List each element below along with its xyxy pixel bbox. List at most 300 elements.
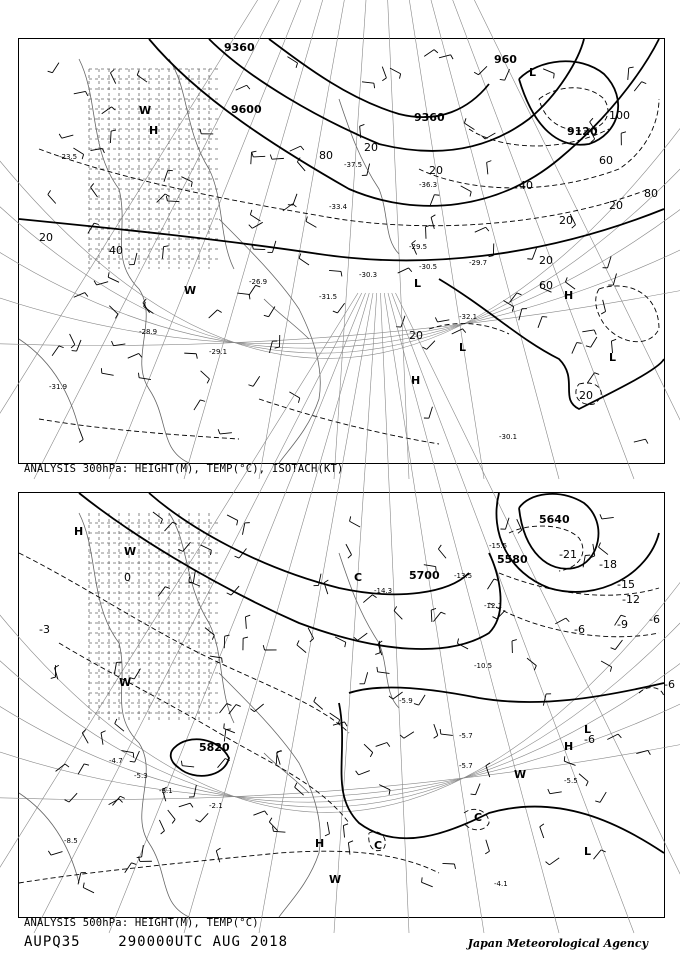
wind-barb-feather — [648, 750, 651, 754]
height-contour — [209, 39, 584, 151]
wind-barb-feather — [224, 723, 225, 728]
wind-barb — [438, 549, 446, 558]
wind-barb — [555, 618, 566, 624]
wind-barb — [588, 373, 595, 383]
wind-barb-feather — [216, 848, 220, 851]
wind-barb — [431, 610, 432, 622]
wind-barb — [599, 547, 608, 554]
wind-barb — [348, 843, 349, 855]
wind-barb — [442, 863, 454, 864]
wind-barb-feather — [94, 223, 99, 224]
wind-barb-feather — [621, 132, 626, 133]
wind-barb-feather — [360, 124, 365, 126]
height-contour-label: 5820 — [199, 741, 230, 754]
pressure-system-marker: H — [564, 289, 574, 302]
isotach-label: 60 — [599, 154, 613, 167]
wind-barb — [189, 582, 200, 586]
wind-barb — [164, 170, 168, 181]
wind-barb — [250, 215, 260, 221]
wind-barb — [69, 793, 77, 802]
station-temperature: -3.1 — [159, 787, 173, 795]
wind-barb-feather — [306, 217, 307, 222]
wind-barb — [394, 611, 402, 620]
wind-barb — [239, 549, 246, 559]
wind-barb — [424, 565, 436, 567]
isotach-label: 60 — [539, 279, 553, 292]
station-temperature: -12.1 — [484, 602, 503, 610]
isotherm-label: -6 — [664, 678, 675, 691]
wind-barb — [245, 617, 246, 629]
wind-barb — [110, 131, 111, 143]
wind-barb-feather — [264, 315, 269, 316]
wind-barb — [168, 810, 175, 819]
wind-barb-feather — [86, 91, 88, 95]
wind-barb-feather — [111, 130, 116, 131]
wind-barb-feather — [212, 635, 214, 640]
wind-barb — [62, 135, 74, 138]
wind-barb — [83, 888, 94, 893]
station-temperature: -31.9 — [49, 383, 68, 391]
wind-barb — [162, 247, 163, 259]
wind-barb — [153, 512, 163, 519]
isotach-line — [39, 419, 239, 439]
wind-barb-feather — [139, 373, 140, 378]
wind-barb — [532, 248, 536, 259]
isotherm-line — [639, 688, 664, 698]
isotherm-label: -6 — [574, 623, 585, 636]
wind-barb — [350, 521, 361, 527]
wind-barb — [109, 306, 118, 314]
wind-barb — [306, 221, 316, 227]
chart-identifier — [24, 934, 288, 950]
wind-barb — [237, 293, 249, 294]
wind-barb-feather — [600, 514, 602, 519]
isotach-line — [259, 399, 439, 444]
wind-barb-feather — [518, 530, 522, 533]
wind-barb — [364, 672, 367, 684]
isotach-label: 40 — [519, 179, 533, 192]
isotherm-label: -6 — [584, 733, 595, 746]
wind-barb-feather — [112, 107, 116, 110]
wind-barb — [82, 733, 88, 743]
wind-barb-feather — [250, 709, 254, 712]
wind-barb — [329, 270, 341, 271]
wind-barb-feather — [120, 796, 125, 798]
wind-barb — [579, 774, 588, 782]
wind-barb — [613, 274, 616, 286]
wind-barb — [128, 353, 139, 358]
wind-barb — [582, 330, 594, 332]
isotach-label: 80 — [644, 187, 658, 200]
pressure-system-marker: L — [584, 723, 592, 736]
map-panel-500hpa — [18, 492, 675, 918]
height-contour-label: 9360 — [224, 41, 255, 54]
wind-barb — [505, 69, 510, 80]
wind-barb — [308, 628, 313, 639]
panel-caption-500hpa: ANALYSIS 500hPa: HEIGHT(M), TEMP(°C) — [24, 917, 259, 929]
wind-barb — [338, 303, 345, 313]
wind-barb-feather — [161, 831, 165, 834]
wind-barb — [390, 68, 401, 74]
wind-barb-feather — [601, 312, 605, 314]
wind-barb-feather — [438, 545, 441, 549]
wind-barb — [549, 858, 559, 865]
station-temperature: -29.7 — [469, 259, 488, 267]
latitude-line — [0, 529, 680, 812]
wind-barb-feather — [91, 183, 94, 187]
wind-barb-feather — [610, 667, 611, 672]
wind-barb — [51, 852, 62, 856]
isotach-label: 80 — [319, 149, 333, 162]
wind-barb — [461, 186, 472, 192]
wind-barb — [583, 556, 585, 568]
wind-barb-feather — [586, 346, 591, 347]
wind-barb-feather — [594, 373, 599, 375]
wind-barb — [201, 371, 210, 379]
isotach-label: 100 — [609, 109, 630, 122]
longitude-line — [34, 0, 362, 479]
wind-barb — [216, 851, 220, 862]
wind-barb — [52, 63, 59, 73]
wind-barb — [540, 827, 544, 838]
wind-barb — [52, 346, 59, 356]
wind-barb-feather — [200, 400, 205, 401]
wind-barb-feather — [500, 79, 505, 80]
wind-barb-feather — [59, 346, 64, 348]
station-temperature: -30.5 — [419, 263, 438, 271]
wind-barb-feather — [252, 151, 257, 152]
wind-barb-feather — [137, 70, 139, 75]
isotach-label: 20 — [559, 214, 573, 227]
isotherm-label: -18 — [599, 558, 617, 571]
wind-barb — [157, 194, 165, 202]
wind-barb — [201, 545, 212, 550]
wind-barb-feather — [517, 293, 522, 295]
wind-barb — [134, 253, 137, 265]
wind-barb-feather — [486, 227, 489, 231]
station-temperature: -5.5 — [564, 777, 578, 785]
pressure-system-marker: C — [354, 571, 363, 584]
wind-barb — [379, 641, 380, 653]
longitude-line — [392, 0, 634, 479]
wind-barb — [362, 82, 374, 83]
wind-barb-feather — [372, 595, 376, 598]
isotherm-label: -9 — [617, 618, 628, 631]
isotherm-line — [19, 851, 439, 883]
pressure-system-marker: H — [411, 374, 421, 387]
wind-barb — [429, 407, 433, 418]
wind-barb-feather — [263, 645, 264, 650]
wind-barb — [327, 822, 329, 834]
isotherm-line — [59, 643, 349, 823]
wind-barb-feather — [441, 612, 446, 614]
wind-barb-feather — [243, 637, 248, 638]
station-temperature: -5.9 — [399, 697, 413, 705]
coastline — [79, 513, 189, 917]
wind-barb — [404, 732, 414, 739]
isotach-label: 20 — [609, 199, 623, 212]
wind-barb — [538, 317, 542, 328]
station-temperature: -33.4 — [329, 203, 348, 211]
pressure-system-marker: H — [315, 837, 325, 850]
wind-barb-feather — [217, 310, 221, 313]
station-temperature: -37.5 — [344, 161, 363, 169]
wind-barb — [378, 672, 390, 674]
station-temperature: -5.3 — [134, 772, 148, 780]
wind-barb-feather — [200, 129, 201, 134]
height-contour-label: 5580 — [497, 553, 528, 566]
wind-barb — [165, 522, 173, 531]
wind-barb-feather — [270, 155, 272, 160]
wind-barb — [437, 320, 449, 322]
wind-barb-feather — [422, 877, 423, 882]
coastline — [339, 99, 399, 254]
wind-barb-feather — [645, 439, 647, 443]
latitude-line — [0, 127, 680, 353]
wind-barb — [593, 850, 601, 859]
wind-barb-feather — [65, 764, 69, 767]
wind-barb-feather — [409, 268, 412, 272]
wind-barb-feather — [191, 182, 192, 187]
wind-barb — [314, 701, 323, 709]
wind-barb — [550, 792, 562, 794]
isotherm-label: -21 — [559, 548, 577, 561]
wind-barb-feather — [48, 851, 51, 855]
wind-barb-feather — [314, 697, 316, 701]
isotach-label: 20 — [409, 329, 423, 342]
wind-barb-feather — [344, 722, 347, 726]
wind-barb — [382, 67, 386, 78]
wind-barb-feather — [249, 294, 250, 299]
wind-barb-feather — [101, 731, 106, 733]
wind-barb-feather — [382, 78, 386, 81]
wind-barb — [422, 882, 433, 886]
coastline — [264, 299, 309, 339]
wind-barb — [424, 50, 434, 57]
isotach-label: 20 — [364, 141, 378, 154]
wind-barb — [299, 258, 309, 265]
wind-barb-feather — [207, 379, 209, 383]
station-temperature: -30.3 — [359, 271, 378, 279]
isotach-label: 40 — [109, 244, 123, 257]
wind-barb — [108, 277, 119, 282]
wind-barb-feather — [249, 225, 253, 229]
wind-barb-feather — [325, 834, 330, 836]
wind-barb-feather — [292, 204, 296, 207]
wind-barb — [346, 544, 352, 555]
wind-barb — [249, 285, 256, 295]
isotach-label: 20 — [39, 231, 53, 244]
wind-barb-feather — [387, 743, 390, 747]
wind-barb-feather — [65, 800, 69, 802]
isotach-label: 20 — [539, 254, 553, 267]
wind-barb-feather — [414, 704, 419, 705]
wind-barb — [363, 595, 372, 603]
wind-barb-feather — [137, 857, 142, 858]
wind-barb-feather — [434, 735, 438, 738]
wind-barb-feather — [451, 55, 453, 59]
pressure-system-marker: L — [414, 277, 422, 290]
pressure-system-marker: W — [124, 545, 137, 558]
wind-barb — [379, 785, 390, 790]
pressure-system-marker: W — [184, 284, 197, 297]
wind-barb-feather — [594, 330, 596, 335]
wind-barb-feather — [485, 851, 489, 854]
wind-barb — [253, 811, 264, 815]
wind-barb — [485, 133, 495, 139]
wind-barb-feather — [370, 752, 372, 756]
station-temperature: -10.5 — [474, 662, 493, 670]
station-temperature: -26.9 — [249, 278, 268, 286]
isotach-line — [596, 286, 659, 342]
isotherm-label: -15 — [617, 578, 635, 591]
wind-barb-feather — [298, 398, 299, 403]
wind-barb-feather — [166, 196, 167, 201]
wind-barb-feather — [595, 801, 600, 802]
wind-barb-feather — [51, 677, 56, 678]
station-temperature: -14.3 — [374, 587, 393, 595]
wind-barb-feather — [48, 71, 53, 73]
height-contour-label: 5640 — [539, 513, 570, 526]
wind-barb — [295, 787, 304, 795]
isotherm-label: -6 — [649, 613, 660, 626]
wind-barb-feather — [265, 811, 268, 815]
station-temperature: -5.7 — [459, 762, 473, 770]
pressure-system-marker: W — [139, 104, 152, 117]
wind-barb-feather — [642, 82, 647, 84]
wind-barb — [253, 156, 265, 157]
wind-barb — [602, 517, 614, 519]
wind-barb-feather — [629, 67, 634, 68]
wind-barb — [634, 82, 641, 91]
wind-barb-feather — [375, 653, 380, 655]
wind-barb — [272, 158, 284, 159]
wind-barb — [209, 310, 218, 318]
wind-barb-feather — [454, 864, 455, 869]
wind-barb — [88, 223, 94, 233]
wind-barb — [564, 761, 575, 765]
isotach-label: 20 — [579, 389, 593, 402]
pressure-system-marker: W — [514, 768, 527, 781]
wind-barb-feather — [350, 516, 351, 521]
wind-barb — [358, 633, 368, 640]
longitude-line — [381, 0, 410, 479]
wind-barb-feather — [72, 351, 77, 352]
wind-barb — [78, 764, 84, 774]
wind-barb — [182, 766, 194, 767]
wind-barb — [527, 658, 536, 666]
wind-barb — [591, 337, 597, 347]
height-contour-label: 5700 — [409, 569, 440, 582]
wind-barb — [253, 376, 260, 386]
station-temperature: -8.5 — [64, 837, 78, 845]
wind-barb-feather — [590, 118, 593, 122]
isotherm-label: 0 — [124, 571, 131, 584]
valid-time: 290000UTC AUG 2018 — [118, 934, 289, 950]
station-temperature: -29.1 — [209, 348, 228, 356]
wind-barb-feather — [108, 272, 109, 277]
wind-barb-feather — [434, 50, 438, 53]
wind-barb-feather — [172, 819, 175, 823]
wind-barb-feather — [82, 154, 83, 159]
wind-barb-feather — [348, 555, 352, 558]
wind-barb — [376, 743, 387, 747]
wind-barb-feather — [324, 580, 328, 583]
wind-barb — [600, 792, 606, 802]
wind-barb — [184, 353, 196, 354]
wind-barb — [254, 704, 263, 712]
wind-barb — [603, 300, 606, 312]
wind-barb-feather — [139, 353, 142, 357]
wind-barb — [364, 744, 373, 752]
wind-barb-feather — [296, 63, 298, 68]
pressure-system-marker: L — [584, 845, 592, 858]
wind-barb — [486, 840, 490, 851]
height-contour — [349, 683, 664, 702]
wind-barb-feather — [486, 763, 490, 766]
wind-barb — [419, 695, 425, 705]
wind-barb — [293, 194, 297, 205]
wind-barb-feather — [400, 735, 404, 738]
pressure-system-marker: H — [74, 525, 84, 538]
wind-barb-feather — [301, 146, 304, 150]
wind-barb — [427, 341, 435, 350]
wind-barb — [487, 579, 493, 589]
wind-barb — [48, 195, 56, 204]
map-300hpa-canvas — [19, 39, 664, 463]
height-contour-label: 960 — [494, 53, 517, 66]
wind-barb-feather — [84, 764, 89, 765]
station-temperature: -13.5 — [454, 572, 473, 580]
station-temperature: -15.5 — [489, 542, 508, 550]
coastline — [264, 753, 309, 793]
wind-barb-feather — [227, 593, 231, 595]
wind-barb — [125, 863, 132, 873]
station-temperature: -32.1 — [459, 313, 478, 321]
wind-barb — [636, 750, 648, 753]
wind-barb-feather — [474, 72, 478, 75]
latitude-line — [0, 685, 680, 798]
wind-barb-feather — [59, 134, 62, 138]
wind-barb-feather — [248, 385, 253, 387]
wind-barb — [290, 146, 301, 151]
station-temperature: -31.5 — [319, 293, 338, 301]
wind-barb — [572, 343, 577, 354]
coastline — [339, 553, 399, 708]
chart-code: AUPQ35 — [24, 934, 81, 950]
wind-barb-feather — [83, 883, 84, 888]
wind-barb — [252, 222, 262, 228]
wind-barb-feather — [85, 293, 88, 297]
pressure-system-marker: L — [459, 341, 467, 354]
wind-barb — [114, 662, 116, 674]
height-contour — [339, 703, 664, 853]
wind-barb-feather — [269, 818, 272, 822]
pressure-system-marker: L — [609, 351, 617, 364]
wind-barb — [102, 373, 114, 375]
wind-barb — [167, 201, 179, 202]
map-panel-300hpa — [18, 38, 665, 464]
wind-barb-feather — [196, 354, 197, 359]
pressure-system-marker: H — [564, 740, 574, 753]
latitude-line — [0, 581, 680, 807]
latitude-line — [0, 737, 680, 800]
wind-barb-feather — [599, 543, 601, 548]
longitude-line — [109, 0, 366, 479]
wind-barb-feather — [434, 195, 439, 196]
wind-barb-feather — [250, 210, 252, 215]
wind-barb-feather — [297, 640, 299, 645]
